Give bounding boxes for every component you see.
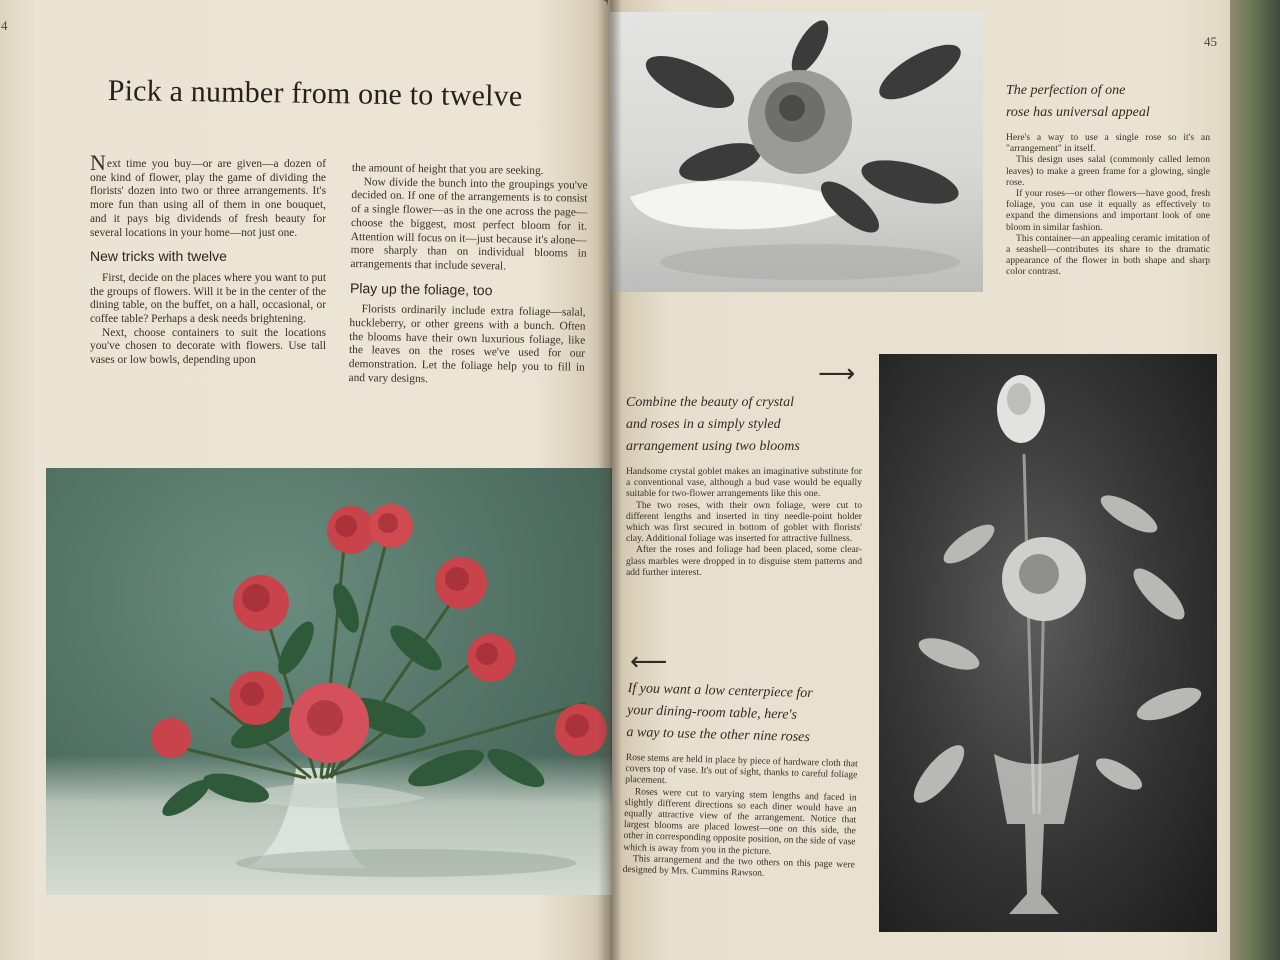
caption-crystal-goblet [626, 392, 862, 578]
caption-low-centerpiece-heading [626, 678, 860, 750]
intro-paragraph [90, 150, 326, 240]
caption-single-rose-p2: This design uses salal (commonly called lemon leaves) to make a green frame for a glowing, single rose. [1006, 154, 1210, 188]
arrow-left-icon: ⟵ [630, 647, 668, 677]
caption-crystal-goblet-p3: After the roses and foliage had been placed, some clear-glass marbles were dropped in to disguise stem patterns and add further interest. [626, 544, 862, 578]
arrow-right-icon: ⟶ [818, 359, 856, 389]
drop-cap: N [90, 150, 106, 175]
photo-rose-centerpiece [46, 468, 612, 895]
subheading-foliage: Play up the foliage, too [349, 279, 493, 298]
subheading-new-tricks: New tricks with twelve [90, 248, 227, 265]
page-number-left: 4 [1, 18, 8, 33]
caption-low-centerpiece [622, 678, 859, 882]
paragraph-places: First, decide on the places where you want to put the groups of flowers. Will it be in the center of the dining table, on the buffet, on a hall, occasional, or coffee table? Perhaps a desk needs brightening. [90, 271, 326, 326]
caption-single-rose-heading-line-1: The perfection of one [1006, 83, 1126, 98]
caption-crystal-goblet-heading-line-3: arrangement using two blooms [626, 439, 800, 454]
article-headline: Pick a number from one to twelve [107, 74, 523, 113]
caption-crystal-goblet-heading-line-1: Combine the beauty of crystal [626, 395, 794, 410]
page-number-right: 45 [1204, 34, 1217, 49]
caption-crystal-goblet-p1: Handsome crystal goblet makes an imaginative substitute for a conventional vase, although a bud vase would be equally suitable for two-flower arrangements like this one. [626, 466, 862, 500]
caption-crystal-goblet-p2: The two roses, with their own foliage, were cut to different lengths and inserted in tiny needle-point holder which was first secured in bottom of goblet with florists' clay. Additional foliage was inserted for attractive fullness. [626, 499, 862, 545]
caption-low-centerpiece-heading-line-1: If you want a low centerpiece for [627, 680, 813, 702]
caption-single-rose-p1: Here's a way to use a single rose so it's an "arrangement" in itself. [1006, 132, 1210, 155]
caption-single-rose-heading-line-2: rose has universal appeal [1006, 105, 1150, 120]
caption-low-centerpiece-p3: This arrangement and the two others on this page were designed by Mrs. Cummins Rawson. [622, 853, 856, 879]
paragraph-florists: Florists ordinarily include extra foliage—salal, huckleberry, or other greens with a bunch. Often the blooms have their own luxurious foliage, like the leaves on the roses we've used for our demonstration. Let the foliage help you to fill in and vary designs. [348, 303, 586, 386]
book-cover-edge [1230, 0, 1280, 960]
caption-crystal-goblet-heading [626, 392, 862, 458]
caption-single-rose-p3: If your roses—or other flowers—have good, fresh foliage, you can use it equally as effectively to expand the dimensions and important look of one bloom in similar fashion. [1006, 188, 1210, 233]
paragraph-divide: Now divide the bunch into the groupings you've decided on. If one of the arrangements is to consist of a single flower—as in the one across the page—choose the biggest, most perfect bloom for it. Attention will focus on it—just because it's alone—more sharply than on individual blooms in arrangements that include several. [350, 175, 588, 273]
paragraph-height: the amount of height that you are seeking. [351, 162, 544, 178]
rose-centerpiece-illustration [46, 468, 612, 895]
caption-crystal-goblet-heading-line-2: and roses in a simply styled [626, 417, 781, 432]
single-rose-illustration [610, 12, 983, 292]
paragraph-containers: Next, choose containers to suit the locations you've chosen to decorate with flowers. Use tall vases or low bowls, depending upon [90, 326, 326, 367]
caption-single-rose-body [1006, 132, 1210, 278]
caption-single-rose-heading [1006, 80, 1210, 124]
caption-single-rose-p4: This container—an appealing ceramic imitation of a seashell—contributes its share to the dramatic appearance of the flower in both shape and sharp color contrast. [1006, 232, 1210, 278]
caption-low-centerpiece-body [622, 752, 857, 882]
photo-two-roses-goblet [879, 354, 1217, 932]
text-column-2 [348, 162, 587, 389]
caption-low-centerpiece-heading-line-3: a way to use the other nine roses [626, 724, 811, 746]
photo-single-rose-shell [610, 12, 983, 292]
caption-single-rose [1006, 80, 1210, 278]
goblet-illustration [879, 354, 1217, 932]
caption-low-centerpiece-p2: Roses were cut to varying stem lengths and faced in slightly different directions so each diner would have an equally attractive view of the arrangement. Notice that largest blooms are placed lowest—one on this side, the other in corresponding opposite position, on the side of vase which is away from you in the picture. [623, 785, 857, 857]
caption-low-centerpiece-p1: Rose stems are held in place by piece of hardware cloth that covers top of vase. It's out of sight, thanks to careful foliage placement. [625, 751, 858, 787]
intro-text: ext time you buy—or are given—a dozen of one kind of flower, play the game of dividing the florists' dozen into two or three arrangements. It's more fun than using all of them in one bouquet, and it pays big dividends of fresh beauty for several locations in your home—not just one. [90, 158, 326, 239]
text-column-1 [90, 150, 326, 368]
caption-crystal-goblet-body [626, 466, 862, 578]
caption-low-centerpiece-heading-line-2: your dining-room table, here's [626, 702, 798, 723]
